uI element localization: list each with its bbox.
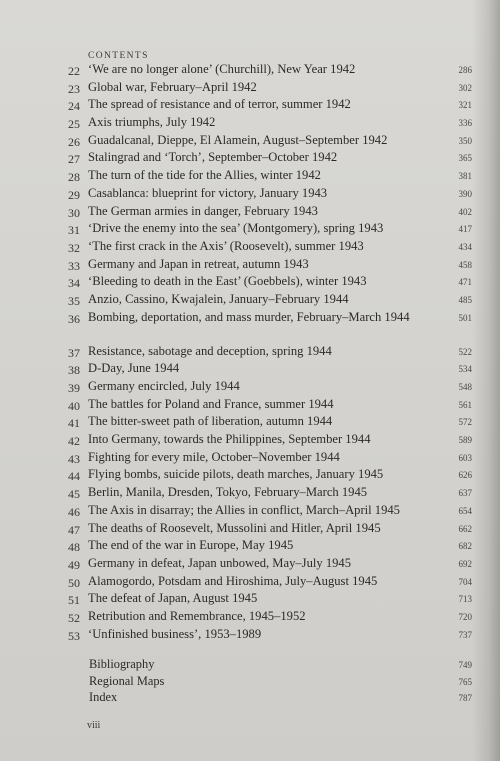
chapter-title: Into Germany, towards the Philippines, September 1944 — [88, 432, 371, 447]
chapter-number: 38 — [68, 363, 80, 378]
chapter-title: Bombing, deportation, and mass murder, February–March 1944 — [88, 309, 410, 324]
chapter-title: The end of the war in Europe, May 1945 — [88, 538, 294, 553]
chapter-title: The bitter-sweet path of liberation, autumn 1944 — [88, 414, 333, 429]
chapter-number: 36 — [68, 311, 80, 326]
page-number: 654 — [458, 505, 472, 516]
page-number: 534 — [458, 364, 472, 375]
chapter-number: 46 — [68, 504, 80, 519]
toc-entry — [0, 485, 500, 503]
chapter-number: 42 — [68, 434, 80, 449]
folio-page-number: viii — [87, 720, 101, 731]
toc-entry — [0, 414, 500, 432]
chapter-number: 24 — [68, 99, 80, 114]
toc-entry — [0, 97, 500, 115]
page-number: 626 — [458, 470, 472, 481]
chapter-title: The spread of resistance and of terror, summer 1942 — [88, 97, 351, 112]
page-number: 720 — [458, 611, 472, 622]
page-number: 765 — [458, 676, 472, 687]
toc-entry — [0, 239, 500, 257]
toc-entry — [0, 690, 500, 707]
chapter-title: Global war, February–April 1942 — [88, 79, 257, 94]
page-number: 548 — [458, 382, 472, 392]
page-number: 713 — [458, 594, 472, 605]
chapter-title: Casablanca: blueprint for victory, January 1943 — [88, 185, 328, 200]
chapter-title: Retribution and Remembrance, 1945–1952 — [88, 608, 306, 623]
chapter-title: Axis triumphs, July 1942 — [88, 115, 216, 130]
page-number: 286 — [458, 65, 472, 75]
chapter-number: 41 — [68, 416, 80, 431]
page-number: 402 — [458, 206, 472, 217]
page-number: 603 — [458, 452, 472, 463]
toc-entry — [0, 133, 500, 151]
chapter-title: Guadalcanal, Dieppe, El Alamein, August–September 1942 — [88, 132, 388, 147]
page-number: 471 — [458, 277, 472, 288]
chapter-number: 50 — [68, 575, 80, 590]
toc-entry — [0, 150, 500, 168]
chapter-number: 35 — [68, 293, 80, 308]
chapter-number: 32 — [68, 240, 80, 255]
page-number: 434 — [458, 241, 472, 252]
chapter-number: 40 — [68, 398, 80, 413]
chapter-title: Anzio, Cassino, Kwajalein, January–February 1944 — [88, 291, 349, 306]
page-number: 704 — [458, 576, 472, 587]
chapter-number: 26 — [68, 134, 80, 149]
toc-entry — [0, 467, 500, 485]
chapter-title: The turn of the tide for the Allies, winter 1942 — [88, 168, 321, 183]
page-number: 522 — [458, 346, 472, 357]
page-number: 589 — [458, 435, 472, 446]
chapter-number: 25 — [68, 117, 80, 132]
page-number: 417 — [458, 224, 472, 235]
page-number: 458 — [458, 259, 472, 270]
chapter-number: 45 — [68, 487, 80, 502]
chapter-title: Alamogordo, Potsdam and Hiroshima, July–August 1945 — [88, 573, 378, 588]
chapter-title: The defeat of Japan, August 1945 — [88, 591, 258, 606]
chapter-number: 27 — [68, 152, 80, 167]
chapter-number: 31 — [68, 223, 80, 238]
chapter-title: ‘We are no longer alone’ (Churchill), New Year 1942 — [88, 62, 356, 76]
toc-entry — [0, 657, 500, 674]
chapter-title: The Axis in disarray; the Allies in conflict, March–April 1945 — [88, 502, 400, 517]
page-number: 662 — [458, 523, 472, 534]
chapter-title: ‘Bleeding to death in the East’ (Goebbels), winter 1943 — [88, 274, 367, 289]
page-number: 682 — [458, 541, 472, 552]
toc-entry — [0, 450, 500, 468]
chapter-title: Resistance, sabotage and deception, spring 1944 — [88, 343, 332, 358]
chapter-number: 47 — [68, 522, 80, 537]
chapter-number: 34 — [68, 276, 80, 291]
toc-entry — [0, 257, 500, 275]
chapter-title: ‘Drive the enemy into the sea’ (Montgomery), spring 1943 — [88, 221, 384, 236]
page-number: 749 — [458, 660, 472, 670]
back-matter-list — [0, 657, 500, 707]
toc-entry — [0, 62, 500, 80]
page-number: 485 — [458, 294, 472, 305]
toc-entry — [0, 361, 500, 379]
chapter-number: 48 — [68, 540, 80, 555]
toc-entry — [0, 80, 500, 98]
chapter-number: 28 — [68, 170, 80, 185]
page-number: 787 — [458, 693, 472, 703]
chapter-number: 33 — [68, 258, 80, 273]
page-number: 692 — [458, 558, 472, 569]
toc-entry — [0, 609, 500, 627]
toc-entry — [0, 397, 500, 415]
toc-entry — [0, 204, 500, 222]
chapter-number: 44 — [68, 469, 80, 484]
back-matter-title: Regional Maps — [89, 673, 165, 688]
toc-entry — [0, 344, 500, 362]
chapter-title: ‘The first crack in the Axis’ (Roosevelt), summer 1943 — [88, 238, 364, 253]
toc-entry — [0, 168, 500, 186]
chapter-title: Stalingrad and ‘Torch’, September–October 1942 — [88, 150, 338, 165]
toc-entry — [0, 432, 500, 450]
toc-entry — [0, 556, 500, 574]
toc-entry — [0, 379, 500, 397]
toc-entry — [0, 274, 500, 292]
chapter-title: D-Day, June 1944 — [88, 361, 180, 376]
chapter-number: 49 — [68, 557, 80, 572]
chapter-number: 53 — [68, 628, 80, 643]
chapter-title: Germany in defeat, Japan unbowed, May–July 1945 — [88, 555, 352, 570]
toc-entry — [0, 521, 500, 539]
page-number: 737 — [458, 629, 472, 640]
chapter-title: The deaths of Roosevelt, Mussolini and Hitler, April 1945 — [88, 520, 381, 535]
page-number: 501 — [458, 312, 472, 323]
chapter-number: 43 — [68, 451, 80, 466]
page-number: 390 — [458, 188, 472, 199]
page-number: 336 — [458, 118, 472, 129]
page-number: 365 — [458, 153, 472, 164]
page-number: 637 — [458, 488, 472, 499]
chapter-number: 39 — [68, 381, 80, 395]
page-number: 572 — [458, 417, 472, 428]
chapter-number: 51 — [68, 593, 80, 608]
toc-entry — [0, 292, 500, 310]
chapter-number: 52 — [68, 610, 80, 625]
chapter-title: Flying bombs, suicide pilots, death marches, January 1945 — [88, 467, 384, 482]
toc-entry — [0, 574, 500, 592]
page-number: 561 — [458, 399, 472, 410]
chapter-title: The German armies in danger, February 1943 — [88, 203, 318, 218]
chapter-title: Fighting for every mile, October–November 1944 — [88, 449, 340, 464]
toc-entry — [0, 538, 500, 556]
chapter-number: 37 — [68, 345, 80, 360]
page-number: 381 — [458, 171, 472, 182]
toc-entry — [0, 310, 500, 344]
toc-entry — [0, 591, 500, 609]
chapter-title: Germany encircled, July 1944 — [88, 379, 240, 393]
toc-entry — [0, 221, 500, 239]
toc-entry — [0, 674, 500, 691]
chapter-number: 29 — [68, 187, 80, 202]
chapter-number: 23 — [68, 81, 80, 96]
back-matter-title: Bibliography — [89, 657, 155, 671]
toc-entry — [0, 186, 500, 204]
page-number: 302 — [458, 82, 472, 93]
page-number: 350 — [458, 135, 472, 146]
chapter-title: ‘Unfinished business’, 1953–1989 — [88, 626, 262, 641]
back-matter-title: Index — [89, 690, 118, 704]
toc-entry — [0, 503, 500, 521]
chapter-title: Germany and Japan in retreat, autumn 1943 — [88, 256, 309, 271]
chapter-number: 30 — [68, 205, 80, 220]
chapter-number: 22 — [68, 64, 80, 78]
table-of-contents — [0, 62, 500, 644]
toc-entry — [0, 115, 500, 133]
chapter-title: The battles for Poland and France, summer 1944 — [88, 396, 334, 411]
contents-heading: CONTENTS — [88, 51, 149, 61]
page-number: 321 — [458, 100, 472, 111]
toc-entry — [0, 627, 500, 645]
chapter-title: Berlin, Manila, Dresden, Tokyo, February–March 1945 — [88, 485, 368, 500]
